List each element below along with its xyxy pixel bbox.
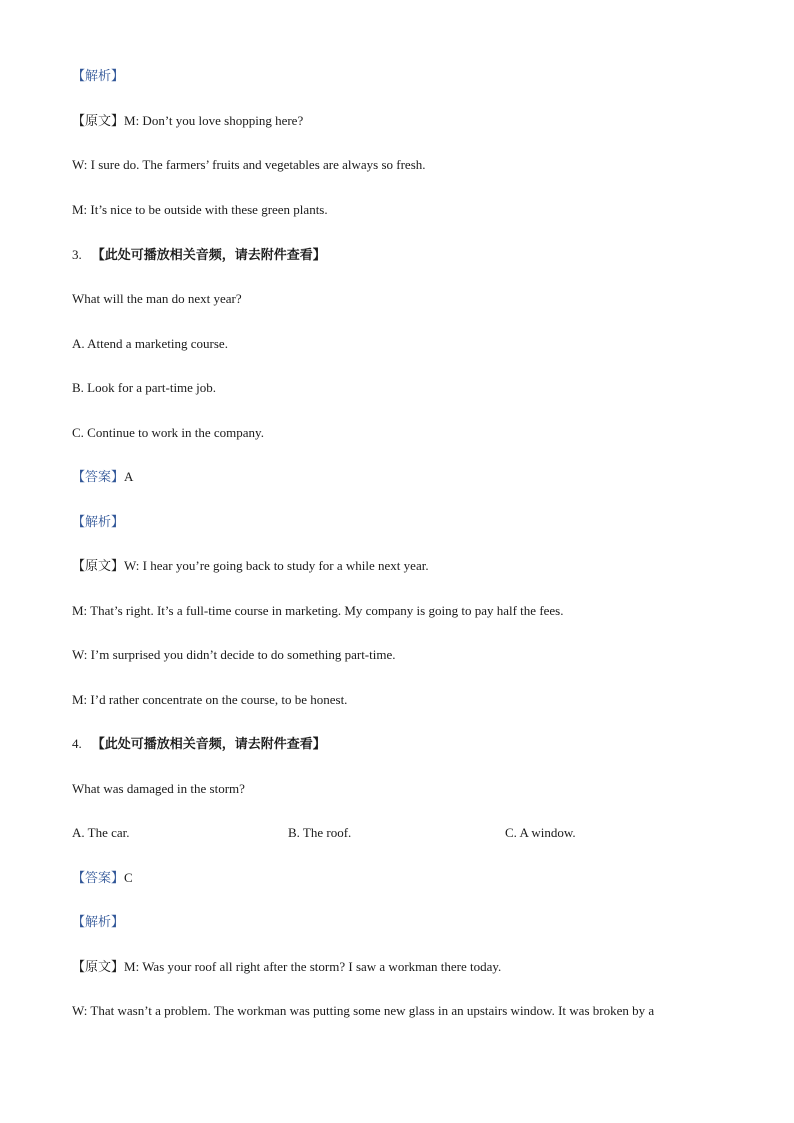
answer-value: C [124,870,133,885]
q3-option-b: B. Look for a part-time job. [72,380,217,395]
q3-transcript-line-1 [72,558,429,575]
q3-question: What will the man do next year? [72,291,242,306]
q4-option-c: C. A window. [505,825,576,840]
q3-header [72,247,326,264]
q3-option-c: C. Continue to work in the company. [72,425,264,440]
q4-header [72,736,326,753]
q3-transcript-line-3: W: I’m surprised you didn’t decide to do something part-time. [72,647,396,662]
q4-analysis-heading [72,914,124,931]
q4-option-a: A. The car. [72,825,130,840]
q4-transcript-line-2: W: That wasn’t a problem. The workman was putting some new glass in an upstairs window. It was broken by a [72,1003,655,1018]
q3-option-a: A. Attend a marketing course. [72,336,228,351]
q3-analysis-heading [72,514,124,531]
q3-answer [72,469,133,486]
transcript-label: 【原文】 [72,114,125,129]
transcript-text: M: Don’t you love shopping here? [124,113,304,128]
q2-transcript-line-1 [72,113,303,130]
audio-note: 【此处可播放相关音频，请去附件查看】 [91,248,326,263]
audio-note: 【此处可播放相关音频，请去附件查看】 [91,737,326,752]
q3-transcript-line-4: M: I’d rather concentrate on the course, to be honest. [72,692,348,707]
q4-option-b: B. The roof. [288,825,352,840]
answer-label: 【答案】 [72,871,125,886]
answer-value: A [124,469,134,484]
question-number: 4. [72,736,82,751]
answer-label: 【答案】 [72,470,125,485]
transcript-text: W: I hear you’re going back to study for a while next year. [124,558,429,573]
transcript-text: M: Was your roof all right after the storm? I saw a workman there today. [124,959,502,974]
q4-answer [72,870,133,887]
analysis-label: 【解析】 [72,915,125,930]
q4-options-row [72,825,722,841]
analysis-label: 【解析】 [72,69,125,84]
q2-transcript-line-2: W: I sure do. The farmers’ fruits and vegetables are always so fresh. [72,157,426,172]
transcript-label: 【原文】 [72,960,125,975]
analysis-label: 【解析】 [72,515,125,530]
q4-transcript-line-1 [72,959,501,976]
q4-question: What was damaged in the storm? [72,781,245,796]
q3-transcript-line-2: M: That’s right. It’s a full-time course in marketing. My company is going to pay half the fees. [72,603,564,618]
question-number: 3. [72,247,82,262]
transcript-label: 【原文】 [72,559,125,574]
q2-transcript-line-3: M: It’s nice to be outside with these green plants. [72,202,328,217]
q2-analysis-heading [72,68,124,85]
